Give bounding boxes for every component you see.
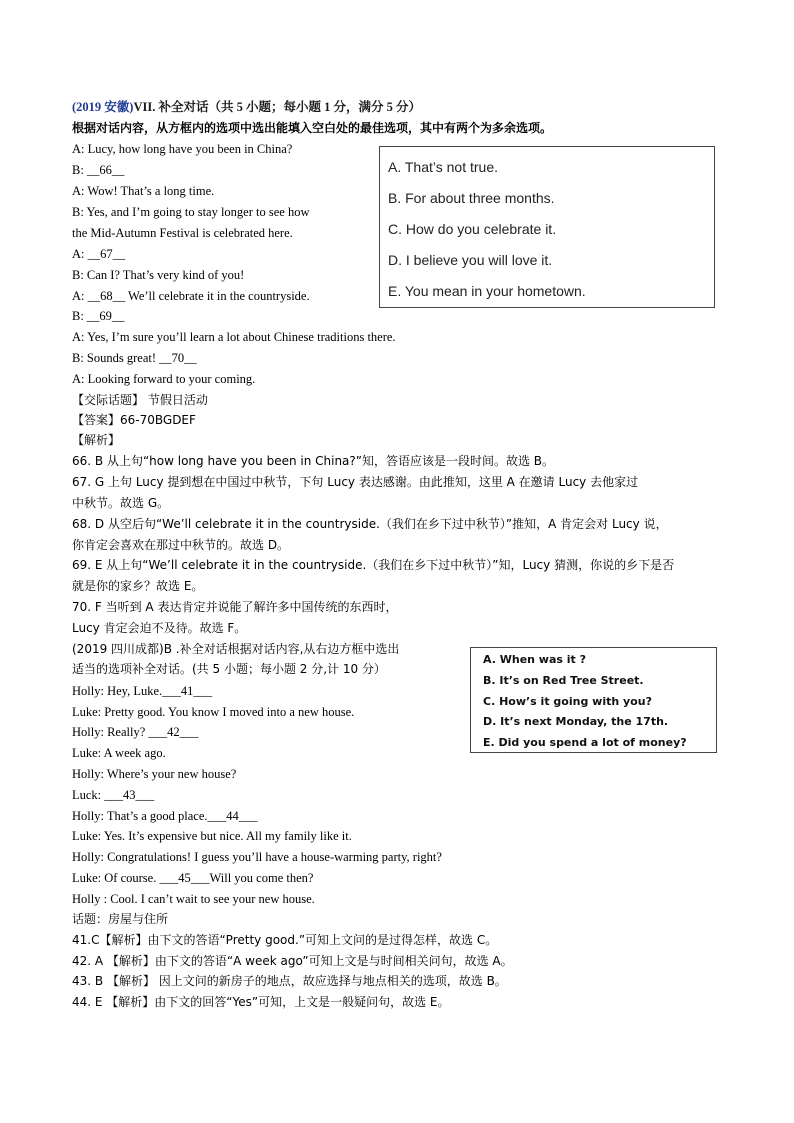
dialogue-line: Luke: Pretty good. You know I moved into a new house. [72, 705, 355, 719]
explanation-line: 68. D 从空后句“We’ll celebrate it in the countryside.（我们在乡下过中秋节）”推知，A 肯定会对 Lucy 说， [72, 517, 668, 531]
section1-source: (2019 安徽) [72, 100, 134, 114]
section1-title: VII. 补全对话（共 5 小题；每小题 1 分，满分 5 分） [133, 100, 421, 114]
explanation-line: 67. G 上句 Lucy 提到想在中国过中秋节，下句 Lucy 表达感谢。由此推知，这里 A 在邀请 Lucy 去他家过 [72, 475, 639, 489]
dialogue-line: Holly: Really? ___42___ [72, 725, 199, 739]
section2-title-line1: (2019 四川成都)B .补全对话根据对话内容,从右边方框中选出 [72, 642, 400, 656]
dialogue-line: A: Yes, I’m sure you’ll learn a lot about Chinese traditions there. [72, 330, 396, 344]
dialogue-line: B: __69__ [72, 309, 125, 323]
dialogue-line: Holly: Hey, Luke.___41___ [72, 684, 213, 698]
explanation-line: 41.C【解析】由下文的答语“Pretty good.”可知上文问的是过得怎样，故选 C。 [72, 933, 498, 947]
topic-label: 话题：房屋与住所 [72, 912, 169, 926]
topic-label: 【交际话题】 节假日活动 [72, 393, 208, 407]
explanation-line: 43. B 【解析】 因上文问的新房子的地点，故应选择与地点相关的选项，故选 B。 [72, 974, 507, 988]
dialogue-line: Holly: That’s a good place.___44___ [72, 809, 258, 823]
dialogue-line: A: Looking forward to your coming. [72, 372, 256, 386]
option-item: D. It’s next Monday, the 17th. [483, 715, 669, 729]
option-item: E. Did you spend a lot of money? [483, 736, 687, 750]
section1-heading [72, 99, 421, 115]
dialogue-line: B: Yes, and I’m going to stay longer to see how [72, 205, 310, 219]
dialogue-line: Luke: Yes. It’s expensive but nice. All my family like it. [72, 829, 352, 843]
option-item: D. I believe you will love it. [388, 252, 553, 268]
dialogue-line: A: __67__ [72, 247, 126, 261]
section2-title-line2: 适当的选项补全对话。(共 5 小题；每小题 2 分,计 10 分） [72, 662, 386, 676]
explanation-line: 69. E 从上句“We’ll celebrate it in the countryside.（我们在乡下过中秋节）”知，Lucy 猜测，你说的乡下是否 [72, 558, 675, 572]
option-item: C. How do you celebrate it. [388, 221, 557, 237]
explanation-line: 44. E 【解析】由下文的回答“Yes”可知，上文是一般疑问句，故选 E。 [72, 995, 450, 1009]
analysis-label: 【解析】 [72, 433, 121, 447]
dialogue-line: A: Lucy, how long have you been in China? [72, 142, 293, 156]
dialogue-line: B: Sounds great! __70__ [72, 351, 197, 365]
dialogue-line: A: Wow! That’s a long time. [72, 184, 215, 198]
dialogue-line: B: Can I? That’s very kind of you! [72, 268, 245, 282]
option-item: A. That’s not true. [388, 159, 498, 175]
explanation-line: 66. B 从上句“how long have you been in China?”知，答语应该是一段时间。故选 B。 [72, 454, 555, 468]
section1-instruction: 根据对话内容，从方框内的选项中选出能填入空白处的最佳选项，其中有两个为多余选项。 [72, 121, 553, 135]
dialogue-line: Luck: ___43___ [72, 788, 155, 802]
dialogue-line: Luke: A week ago. [72, 746, 166, 760]
explanation-line: 70. F 当听到 A 表达肯定并说能了解许多中国传统的东西时， [72, 600, 398, 614]
option-item: E. You mean in your hometown. [388, 283, 586, 299]
option-item: B. It’s on Red Tree Street. [483, 673, 644, 687]
options-box-2 [470, 647, 717, 753]
dialogue-line: the Mid-Autumn Festival is celebrated here. [72, 226, 293, 240]
explanation-line: 中秋节。故选 G。 [72, 496, 170, 510]
explanation-line: 42. A 【解析】由下文的答语“A week ago”可知上文是与时间相关问句，故选 A。 [72, 954, 513, 968]
options-box-1 [379, 146, 715, 308]
dialogue-line: Holly: Congratulations! I guess you’ll have a house-warming party, right? [72, 850, 442, 864]
option-item: A. When was it ? [483, 653, 587, 666]
explanation-line: 就是你的家乡？故选 E。 [72, 579, 204, 593]
option-item: C. How’s it going with you? [483, 694, 652, 708]
dialogue-line: A: __68__ We’ll celebrate it in the countryside. [72, 289, 310, 303]
dialogue-line: Holly : Cool. I can’t wait to see your new house. [72, 892, 315, 906]
dialogue-line: Luke: Of course. ___45___Will you come then? [72, 871, 314, 885]
answer-label: 【答案】66-70BGDEF [72, 413, 196, 427]
dialogue-line: B: __66__ [72, 163, 125, 177]
explanation-line: 你肯定会喜欢在那过中秋节的。故选 D。 [72, 538, 290, 552]
option-item: B. For about three months. [388, 190, 555, 206]
explanation-line: Lucy 肯定会迫不及待。故选 F。 [72, 621, 247, 635]
dialogue-line: Holly: Where’s your new house? [72, 767, 237, 781]
